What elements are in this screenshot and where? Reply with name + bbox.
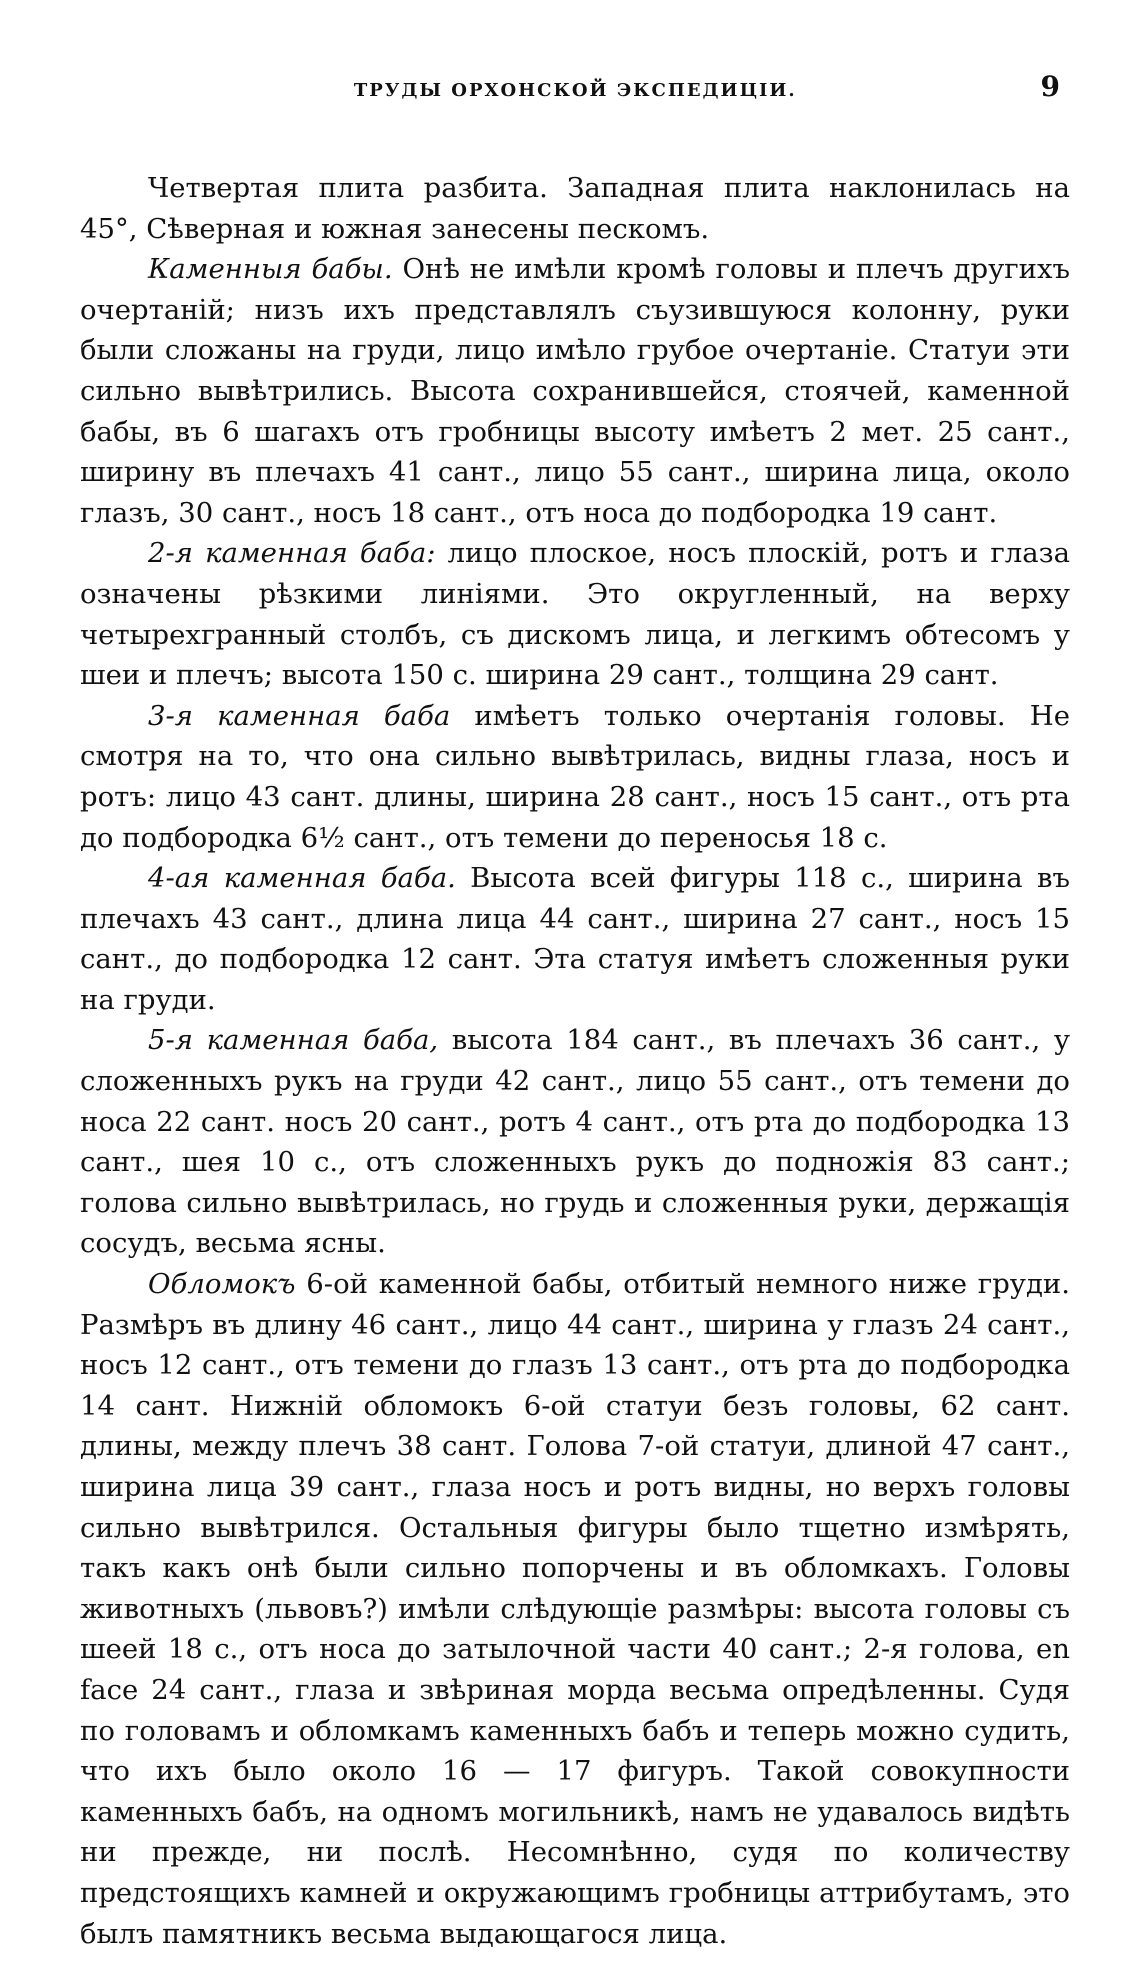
paragraph-7-text: 6-ой каменной бабы, отбитый немного ниже груди. Размѣръ въ длину 46 сант., лицо 44 сант., ширина у глазъ 24 сант., носъ 12 сант., отъ темени до глазъ 13 сант., отъ рта до подбородка 14 сант. Нижній обломокъ 6-ой статуи безъ головы, 62 сант. длины, между плечъ 38 сант. Голова 7-ой статуи, длиной 47 сант., ширина лица 39 сант., глаза носъ и ротъ видны, но верхъ головы сильно вывѣтрился. Остальныя фигуры было тщетно измѣрять, такъ какъ онѣ были сильно попорчены и въ обломкахъ. Головы животныхъ (львовъ?) имѣли слѣдующіе размѣры: высота головы съ шеей 18 с., отъ носа до затылочной части 40 сант.; 2-я голова, en face 24 сант., глаза и звѣриная морда весьма опредѣленны. Судя по головамъ и обломкамъ каменныхъ бабъ и теперь можно судить, что ихъ было около 16 — 17 фигуръ. Такой совокупности каменныхъ бабъ, на одномъ могильникѣ, намъ не удавалось видѣть ни прежде, ни послѣ. Несомнѣнно, судя по количеству предстоящихъ камней и окружающимъ гробницы аттрибутамъ, это былъ памятникъ весьма выдающагося лица. [80,1268,1070,1950]
paragraph-2-text: Онѣ не имѣли кромѣ головы и плечъ другихъ очертаній; низъ ихъ представлялъ съузившуюся колонну, руки были сложаны на груди, лицо имѣло грубое очертаніе. Статуи эти сильно вывѣтрились. Высота сохранившейся, стоячей, каменной бабы, въ 6 шагахъ отъ гробницы высоту имѣетъ 2 мет. 25 сант., ширину въ плечахъ 41 сант., лицо 55 сант., ширина лица, около глазъ, 30 сант., носъ 18 сант., отъ носа до подбородка 19 сант. [80,253,1071,529]
paragraph-7 [80,1264,1070,1954]
page-number: 9 [1040,70,1060,103]
paragraph-4 [80,696,1070,858]
page-body [80,168,1070,1954]
paragraph-6-lead: 5-я каменная баба, [148,1024,439,1057]
paragraph-5-text: Высота всей фигуры 118 с., ширина въ плечахъ 43 сант., длина лица 44 сант., ширина 27 сант., носъ 15 сант., до подбородка 12 сант. Эта статуя имѣетъ сложенныя руки на груди. [80,862,1070,1016]
paragraph-4-text: имѣетъ только очертанія головы. Не смотря на то, что она сильно вывѣтрилась, видны глаза, носъ и ротъ: лицо 43 сант. длины, ширина 28 сант., носъ 15 сант., отъ рта до подбородка 6½ сант., отъ темени до переносья 18 с. [80,699,1070,854]
paragraph-5-lead: 4-ая каменная баба. [148,862,456,895]
paragraph-1-text: Четвертая плита разбита. Западная плита наклонилась на 45°, Сѣверная и южная занесены пескомъ. [80,172,1070,245]
paragraph-3 [80,533,1070,695]
paragraph-7-lead: Обломокъ [148,1268,296,1301]
paragraph-2-lead: Каменныя бабы. [148,253,393,286]
paragraph-6 [80,1020,1070,1264]
paragraph-6-text: высота 184 сант., въ плечахъ 36 сант., у сложенныхъ рукъ на груди 42 сант., лицо 55 сант., отъ темени до носа 22 сант. носъ 20 сант., ротъ 4 сант., отъ рта до подбородка 13 сант., шея 10 с., отъ сложенныхъ рукъ до подножія 83 сант.; голова сильно вывѣтрилась, но грудь и сложенныя руки, держащія сосудъ, весьма ясны. [80,1024,1071,1260]
paragraph-4-lead: 3-я каменная баба [148,699,451,732]
paragraph-2 [80,249,1070,533]
page-header [80,70,1070,130]
paragraph-1 [80,168,1070,249]
paragraph-3-text: лицо плоское, носъ плоскій, ротъ и глаза означены рѣзкими линіями. Это округленный, на верху четырехгранный столбъ, съ дискомъ лица, и легкимъ обтесомъ у шеи и плечъ; высота 150 с. ширина 29 сант., толщина 29 сант. [80,537,1070,692]
paragraph-5 [80,858,1070,1020]
running-title: ТРУДЫ ОРХОНСКОЙ ЭКСПЕДИЦІИ. [353,80,797,101]
paragraph-3-lead: 2-я каменная баба: [148,537,436,570]
